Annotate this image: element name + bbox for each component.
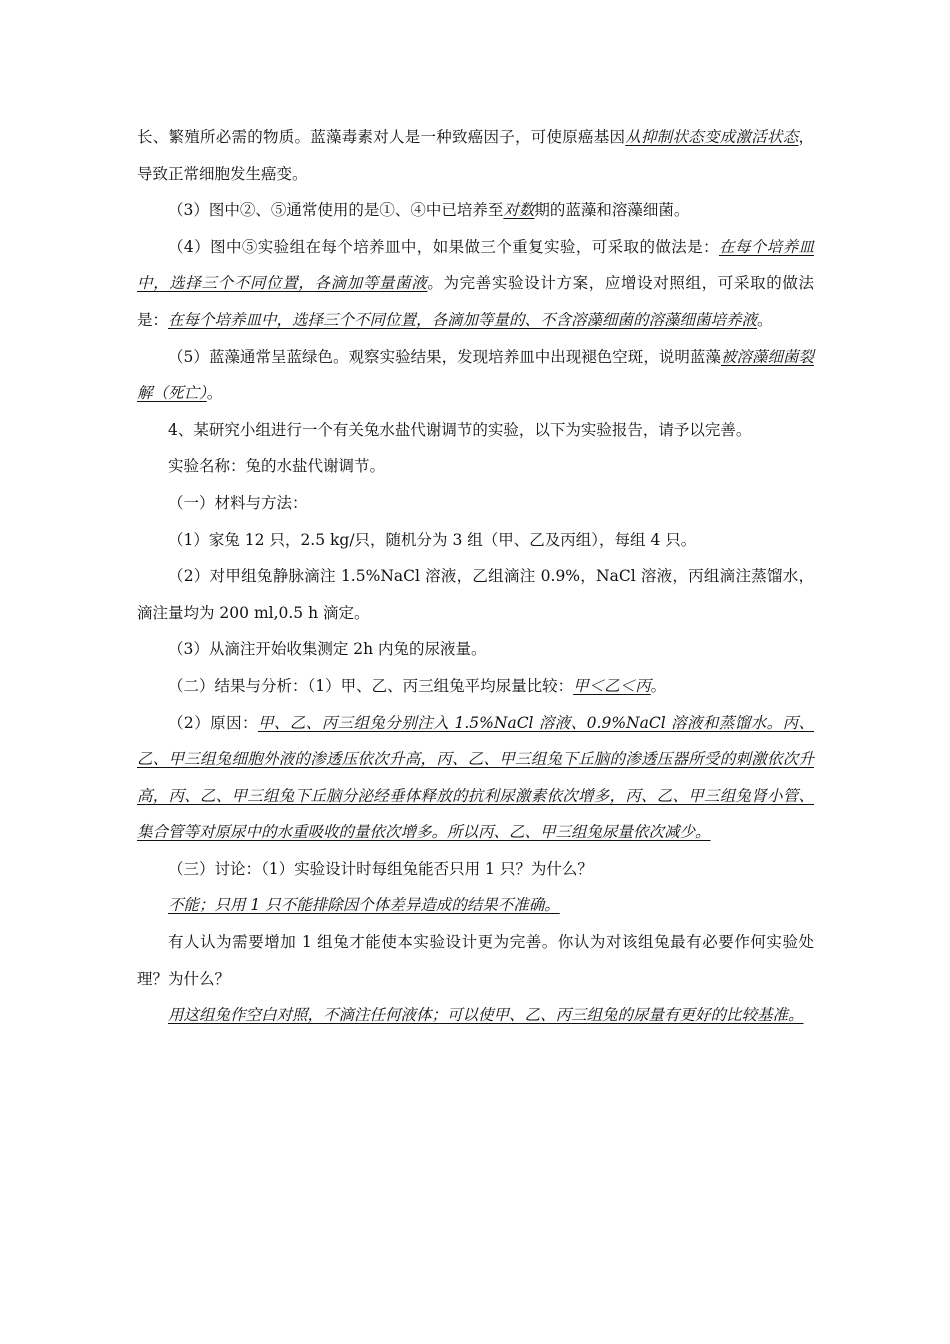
text: （5）蓝藻通常呈蓝绿色。观察实验结果，发现培养皿中出现褪色空斑，说明蓝藻 (168, 347, 721, 366)
text: （2）原因： (168, 713, 258, 732)
answer-text: 甲、乙、丙三组兔分别注入 1.5%NaCl 溶液、0.9%NaCl 溶液和蒸馏水。丙、乙、甲三组兔细胞外液的渗透压依次升高，丙、乙、甲三组兔下丘脑的渗透压器所受的刺激依次升高，丙、乙、甲三组兔下丘脑分泌经垂体释放的抗利尿激素依次增多，丙、乙、甲三组兔肾小管、集合管等对原尿中的水重吸收的量依次增多。所以丙、乙、甲三组兔尿量依次减少。 (137, 713, 814, 842)
discussion-question-1: （三）讨论：（1）实验设计时每组兔能否只用 1 只？为什么？ (168, 859, 593, 878)
section-materials-methods: （一）材料与方法： (168, 493, 308, 512)
discussion-answer-2: 用这组兔作空白对照，不滴注任何液体；可以使甲、乙、丙三组兔的尿量有更好的比较基准。 (168, 1006, 804, 1025)
discussion-question-2: 有人认为需要增加 1 组兔才能使本实验设计更为完善。你认为对该组兔最有必要作何实验处理？为什么？ (137, 933, 814, 988)
results-reason (137, 705, 814, 851)
results-comparison (137, 668, 814, 705)
text: 。为完善实验设计方案，应增设对照组，可采取的做法是： (137, 274, 814, 329)
answer-text: 被溶藻细菌裂解（死亡） (137, 347, 814, 403)
method-step-2: （2）对甲组兔静脉滴注 1.5%NaCl 溶液，乙组滴注 0.9%，NaCl 溶液，丙组滴注蒸馏水，滴注量均为 200 ml,0.5 h 滴定。 (137, 567, 814, 622)
experiment-name: 实验名称：兔的水盐代谢调节。 (168, 457, 386, 476)
text: 。 (206, 384, 223, 403)
text: ，导致正常细胞发生癌变。 (137, 128, 814, 183)
paragraph-q3 (137, 192, 814, 229)
answer-text: 对数 (503, 201, 535, 220)
paragraph-q4 (137, 229, 814, 339)
text: 。 (757, 310, 773, 329)
answer-text: 在每个培养皿中，选择三个不同位置，各滴加等量菌液 (137, 237, 814, 293)
answer-text: 在每个培养皿中，选择三个不同位置，各滴加等量的、不含溶藻细菌的溶藻细菌培养液 (168, 310, 758, 329)
text: （3）图中②、⑤通常使用的是①、④中已培养至 (168, 201, 504, 220)
answer-text: 从抑制状态变成激活状态 (625, 128, 799, 146)
method-step-3: （3）从滴注开始收集测定 2h 内兔的尿液量。 (168, 640, 487, 659)
text: （二）结果与分析：（1）甲、乙、丙三组兔平均尿量比较： (168, 676, 574, 695)
text: （4）图中⑤实验组在每个培养皿中，如果做三个重复实验，可采取的做法是： (168, 237, 719, 256)
answer-text: 甲＜乙＜丙 (573, 676, 651, 695)
text: 。 (650, 676, 667, 695)
text: 长、繁殖所必需的物质。蓝藻毒素对人是一种致癌因子，可使原癌基因 (137, 128, 626, 146)
question-4-intro: 4、某研究小组进行一个有关兔水盐代谢调节的实验，以下为实验报告，请予以完善。 (168, 420, 752, 439)
method-step-1: （1）家兔 12 只，2.5 kg/只，随机分为 3 组（甲、乙及丙组），每组 4 只。 (168, 530, 697, 549)
paragraph-q5 (137, 339, 814, 412)
document-body (137, 119, 814, 1034)
discussion-answer-1: 不能；只用 1 只不能排除因个体差异造成的结果不准确。 (168, 896, 560, 915)
text: 期的蓝藻和溶藻细菌。 (534, 201, 690, 220)
paragraph-1 (137, 119, 814, 192)
